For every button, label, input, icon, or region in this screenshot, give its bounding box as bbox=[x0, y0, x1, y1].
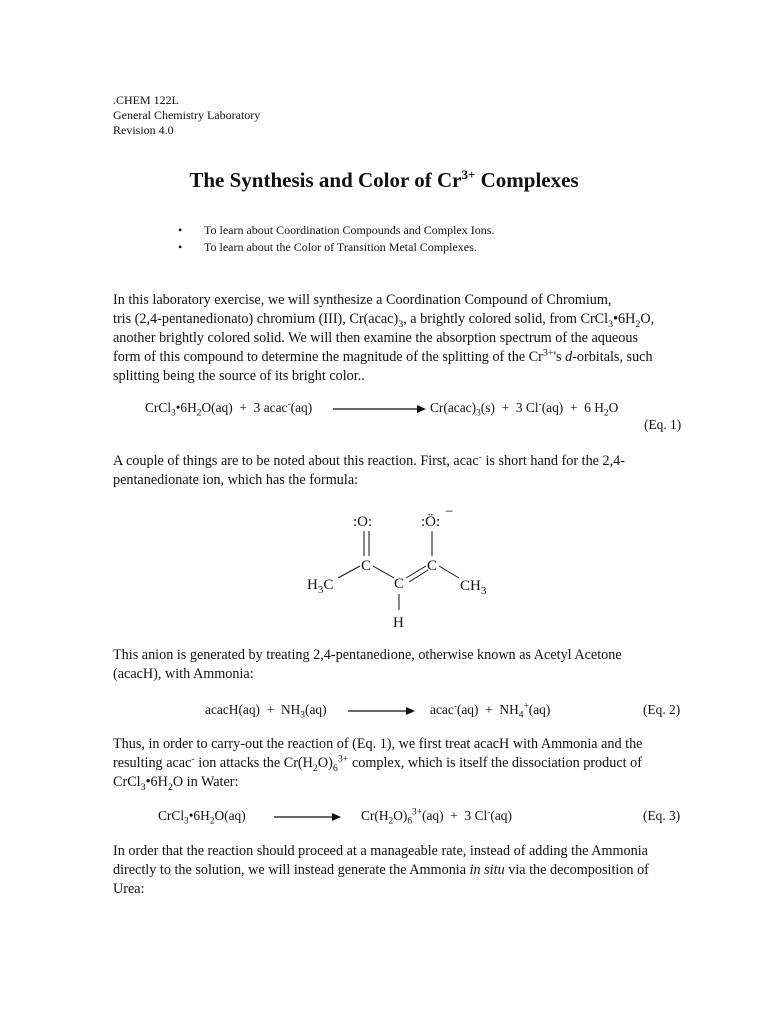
eq1-products: $Cr(acac)_3(s) + 3$ Cl-(aq) + 6 $H_2O$ bbox=[430, 399, 619, 419]
revision: Revision 4.0 bbox=[113, 123, 174, 137]
document-header bbox=[113, 93, 260, 138]
methyl-left: $H_3C$ bbox=[307, 577, 334, 596]
eq2-products: acac-(aq) + $NH_4^+(aq)$ bbox=[430, 701, 551, 721]
eq2-reactants: acacH(aq) + $NH_3(aq)$ bbox=[205, 702, 327, 721]
intro-paragraph: In this laboratory exercise, we will synthesize a Coordination Compound of Chromium, tris (2,4-pentanedionato) chromium (III), $Cr(acac)_3$, a brightly colored solid, from $CrCl_3•6H_2O$, another brightly colored solid. We will then examine the absorption spectrum of the aqueous form of this compound to determine the magnitude of the splitting of the $Cr^{3+}'s$ d-orbitals, such splitting being the source of its bright color.. bbox=[113, 292, 655, 384]
acac-paragraph: A couple of things are to be noted about this reaction. First, acac- is short hand for the 2,4- pentanedionate ion, which has the formula: bbox=[113, 451, 625, 488]
objective-item: • To learn about the Color of Transition Metal Complexes. bbox=[178, 239, 494, 256]
anion-paragraph: This anion is generated by treating 2,4-pentanedione, otherwise known as Acetyl Acetone (acacH), with Ammonia: bbox=[113, 647, 622, 682]
carbonyl-oxygen: :O: bbox=[353, 514, 373, 530]
eq2-arrow bbox=[346, 705, 416, 717]
page-title: The Synthesis and Color of $Cr^{3+}$ Complexes bbox=[189, 167, 579, 192]
methyl-right: $CH_3$ bbox=[460, 578, 487, 597]
carbon-2: C bbox=[394, 576, 405, 592]
negative-charge: − bbox=[445, 504, 454, 520]
eq1-label: (Eq. 1) bbox=[644, 417, 682, 432]
hydrogen: H bbox=[393, 615, 404, 631]
lab-name: General Chemistry Laboratory bbox=[113, 108, 261, 122]
course-code: .CHEM 122L bbox=[113, 93, 179, 107]
enolate-oxygen: :Ö: bbox=[421, 514, 441, 530]
eq3-arrow bbox=[272, 811, 342, 823]
eq3-label: (Eq. 3) bbox=[643, 808, 681, 823]
reaction-paragraph: Thus, in order to carry-out the reaction of (Eq. 1), we first treat acacH with Ammonia and the resulting acac- ion attacks the $Cr(H_2O)_6^{3+}$ complex, which is itself the dissociation product of $CrCl_3•6H_2O$ in Water: bbox=[113, 736, 643, 793]
urea-paragraph: In order that the reaction should proceed at a manageable rate, instead of adding the Ammonia directly to the solution, we will instead generate the Ammonia in situ via the decomposition of Urea: bbox=[113, 843, 649, 897]
eq1-arrow bbox=[331, 403, 427, 415]
carbon-3: C bbox=[427, 558, 438, 574]
acac-structure-diagram bbox=[290, 498, 520, 633]
eq2-label: (Eq. 2) bbox=[643, 702, 681, 717]
eq1-reactants: $CrCl_3•6H_2O(aq) + 3$ acac-(aq) bbox=[145, 399, 313, 419]
eq3-reactants: $CrCl_3•6H_2O(aq)$ bbox=[158, 808, 246, 827]
eq3-products: $Cr(H_2O)_6^{3+}(aq) + 3$ Cl-(aq) bbox=[361, 807, 512, 827]
objective-item: • To learn about Coordination Compounds and Complex Ions. bbox=[178, 222, 494, 239]
objectives-list bbox=[178, 222, 494, 256]
carbon-1: C bbox=[361, 558, 372, 574]
